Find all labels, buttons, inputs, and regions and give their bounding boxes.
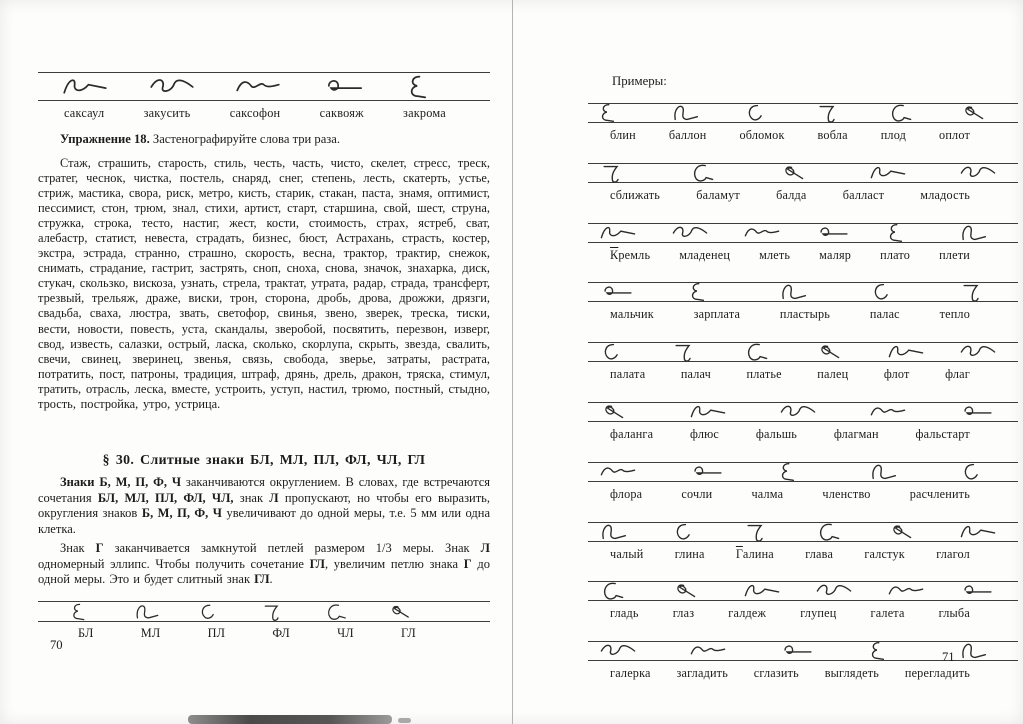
example-word: пластырь xyxy=(779,307,831,322)
scan-artifact xyxy=(188,715,392,724)
steno-glyph xyxy=(954,400,1002,424)
example-word: блин xyxy=(610,128,636,142)
steno-rule-band xyxy=(588,103,1018,123)
example-word: мальчик xyxy=(610,307,654,322)
example-word: младенец xyxy=(679,247,731,262)
example-word: глагол xyxy=(936,546,970,561)
steno-sign-label: ГЛ xyxy=(401,626,416,640)
text-run: . xyxy=(269,572,273,587)
steno-glyph xyxy=(684,161,732,185)
steno-word-label: саквояж xyxy=(319,106,364,120)
page-left xyxy=(0,0,511,724)
steno-glyph xyxy=(143,72,201,102)
capital-mark: Г xyxy=(735,546,743,561)
bold-run: Л xyxy=(480,541,490,555)
text-run: Знак xyxy=(60,541,96,555)
example-word: галстук xyxy=(864,546,905,561)
steno-word-label: саксаул xyxy=(64,106,105,120)
example-word: галета xyxy=(870,606,905,621)
example-words xyxy=(588,666,1018,681)
example-word: флагман xyxy=(833,426,879,441)
bold-run: БЛ, МЛ, ПЛ, ФЛ, ЧЛ, xyxy=(97,490,234,505)
example-word: расчленить xyxy=(909,486,970,501)
steno-glyph xyxy=(954,101,1002,125)
steno-glyph xyxy=(774,460,822,484)
example-words xyxy=(588,307,1018,322)
steno-glyph xyxy=(594,400,642,424)
steno-glyph xyxy=(684,280,732,304)
section-paragraph-2 xyxy=(38,541,490,588)
examples-list xyxy=(588,96,1018,694)
example-row xyxy=(588,522,1018,575)
steno-glyph xyxy=(229,72,287,102)
example-word: сглазить xyxy=(753,666,799,681)
steno-glyph xyxy=(738,221,786,245)
text-run: одномерный эллипс. Чтобы получить сочетание xyxy=(38,556,310,571)
steno-glyph xyxy=(384,601,424,623)
bold-run: Г xyxy=(95,541,104,555)
steno-sign-label: ЧЛ xyxy=(337,626,354,640)
steno-rule-band-top xyxy=(38,72,490,101)
steno-glyph xyxy=(954,639,1002,663)
text-run: пропускают, но чтобы его выразить, округления знаков xyxy=(38,490,490,521)
example-word: сочли xyxy=(681,486,713,501)
bold-run: Л xyxy=(269,490,279,505)
steno-glyph xyxy=(954,520,1002,544)
example-word: галерка xyxy=(610,666,651,681)
bold-run: Знаки Б, М, П, Ф, Ч xyxy=(60,475,182,489)
example-word: глупец xyxy=(800,606,837,621)
example-words xyxy=(588,188,1018,203)
bold-run: Б, М, П, Ф, Ч xyxy=(141,506,222,521)
steno-sign-label: ФЛ xyxy=(272,626,290,640)
exercise-label: Упражнение 18. xyxy=(60,132,150,146)
example-words xyxy=(588,606,1018,621)
example-word: палец xyxy=(817,367,849,382)
example-word: вобла xyxy=(817,128,848,142)
steno-glyph xyxy=(594,520,642,544)
steno-glyph xyxy=(774,280,822,304)
steno-glyph xyxy=(864,400,912,424)
steno-sign-label: МЛ xyxy=(140,626,161,640)
page-number-right: 71 xyxy=(942,650,955,664)
steno-glyph xyxy=(954,579,1002,603)
bold-run: ГЛ xyxy=(309,556,325,571)
steno-rule-band xyxy=(588,581,1018,601)
steno-glyph xyxy=(954,460,1002,484)
dictation-word-list: Стаж, страшить, старость, стиль, честь, часть, чисто, скелет, стресс, треск, стратег, чеснок, чистка, постель, снаряд, снег, степень, лесть, скатерть, устье, стриж, мастика, свора, риск, метро, кисть, старик, стакан, паста, знамя, оптимист, пессимист, стон, трюм, знал, стихи, артист, старт, старшина, свой, шест, струна, стружка, строка, тесто, настиг, жест, кости, стоимость, страх, ястреб, сват, алебастр, статист, невеста, страдать, бизнес, бюст, Астрахань, страсть, костер, экстра, эстрада, странно, страшно, скорость, весна, трактор, трактир, снежок, снимать, страдание, гастрит, застрять, сноп, сноха, снова, значок, знахарка, диск, стукач, скользко, вискоза, узнать, стрела, трактат, утрата, радар, страда, трансферт, трезвый, трельяж, драже, виски, трон, сторона, дробь, дрова, дрожжи, дрязги, свадьба, сваха, люстра, звать, светофор, свинья, звено, зверек, треска, тиски, вести, новости, повесть, уста, скандалы, зверобой, посвятить, перезвон, изверг, свод, известь, салазки, острый, ласка, сколько, скорлупа, скрыть, звезда, свалить, свечи, свинец, зверинец, звенья, связь, свобода, зверье, затраты, растрата, потратить, пост, патроны, традиция, штраф, дрянь, дрель, дракон, тряска, стимул, тратить, отрасль, леска, вместе, устроить, уступ, настил, трюмо, постный, стыдно, трость, постройка, утро, устрица. xyxy=(38,156,490,411)
example-words xyxy=(588,547,1018,562)
steno-glyph xyxy=(810,340,858,364)
example-word: глава xyxy=(805,546,834,561)
scan-artifact-dot xyxy=(398,718,411,723)
steno-glyph xyxy=(194,601,234,623)
example-row xyxy=(588,103,1018,156)
example-word: плод xyxy=(880,128,907,142)
steno-glyph xyxy=(954,280,1002,304)
steno-glyph xyxy=(594,280,642,304)
example-word: перегладить xyxy=(904,666,970,681)
example-word: флот xyxy=(883,367,910,382)
steno-glyph xyxy=(594,639,642,663)
page-number-left: 70 xyxy=(50,638,63,652)
steno-rule-band xyxy=(588,223,1018,243)
example-word: оплот xyxy=(939,128,970,142)
steno-rule-band xyxy=(588,462,1018,482)
steno-glyph xyxy=(594,340,642,364)
example-word: Кремль xyxy=(610,247,651,262)
steno-glyph xyxy=(258,601,298,623)
steno-glyph xyxy=(864,280,912,304)
example-word: гладь xyxy=(610,606,639,621)
steno-rule-band xyxy=(588,282,1018,302)
example-word: флюс xyxy=(690,426,720,441)
example-word: членство xyxy=(822,486,871,501)
steno-glyph xyxy=(666,579,714,603)
capital-mark: К xyxy=(610,247,619,262)
steno-glyph xyxy=(954,340,1002,364)
example-word: млеть xyxy=(759,247,791,262)
steno-glyph xyxy=(864,161,912,185)
example-row xyxy=(588,581,1018,634)
example-word: чалма xyxy=(751,486,784,501)
example-word: чалый xyxy=(610,546,644,561)
steno-glyph xyxy=(810,101,858,125)
example-word: Галина xyxy=(735,546,774,561)
steno-glyph xyxy=(594,460,642,484)
steno-glyph xyxy=(774,161,822,185)
steno-glyph xyxy=(882,340,930,364)
steno-word-label: закусить xyxy=(143,106,191,120)
steno-glyph xyxy=(738,101,786,125)
steno-glyph xyxy=(594,161,642,185)
steno-glyph xyxy=(774,639,822,663)
example-words xyxy=(588,367,1018,382)
steno-rule-band xyxy=(588,342,1018,362)
steno-glyph xyxy=(864,460,912,484)
steno-glyph xyxy=(594,221,642,245)
example-word: фальшь xyxy=(755,426,798,441)
steno-glyph xyxy=(954,221,1002,245)
example-word: обломок xyxy=(739,128,785,142)
steno-glyph xyxy=(56,72,114,102)
steno-glyph xyxy=(882,579,930,603)
steno-sign-label: БЛ xyxy=(78,626,94,640)
text-run: знак xyxy=(233,490,270,505)
steno-glyph xyxy=(316,72,374,102)
steno-sign-labels xyxy=(38,626,490,641)
section-heading: § 30. Слитные знаки БЛ, МЛ, ПЛ, ФЛ, ЧЛ, ГЛ xyxy=(102,452,426,467)
example-row xyxy=(588,462,1018,515)
steno-glyph xyxy=(810,520,858,544)
example-word: баламут xyxy=(696,187,740,202)
steno-glyph xyxy=(738,340,786,364)
example-word: балласт xyxy=(842,187,885,202)
example-word: младость xyxy=(920,187,970,202)
page-right xyxy=(512,0,1023,724)
example-word: глина xyxy=(674,546,705,561)
steno-words-top xyxy=(38,106,490,121)
exercise-text: Застенографируйте слова три раза. xyxy=(152,132,341,146)
example-word: загладить xyxy=(676,666,728,681)
example-row xyxy=(588,342,1018,395)
example-word: флаг xyxy=(945,367,970,382)
steno-glyph xyxy=(882,221,930,245)
example-row xyxy=(588,223,1018,276)
example-word: галдеж xyxy=(728,606,767,621)
steno-glyph xyxy=(774,400,822,424)
example-words xyxy=(588,128,1018,143)
example-word: баллон xyxy=(668,128,707,142)
example-row xyxy=(588,282,1018,335)
steno-glyph xyxy=(402,72,460,102)
steno-glyph xyxy=(666,221,714,245)
steno-word-label: саксофон xyxy=(229,106,281,120)
example-word: балда xyxy=(776,187,807,202)
steno-glyph xyxy=(684,639,732,663)
example-word: тепло xyxy=(939,307,970,322)
steno-glyph xyxy=(131,601,171,623)
example-word: сближать xyxy=(610,187,661,202)
steno-glyph xyxy=(954,161,1002,185)
example-word: палач xyxy=(680,367,711,382)
example-words xyxy=(588,487,1018,502)
example-words xyxy=(588,427,1018,442)
text-run: заканчиваются округлением. В словах, где встречаются сочетания xyxy=(38,475,491,505)
steno-glyph xyxy=(594,101,642,125)
example-word: флора xyxy=(610,486,643,501)
example-word: маляр xyxy=(819,247,852,262)
text-run: заканчивается замкнутой петлей размером 1/3 меры. Знак xyxy=(103,541,481,555)
steno-glyph xyxy=(666,520,714,544)
example-word: выглядеть xyxy=(824,666,880,681)
steno-glyph xyxy=(882,101,930,125)
steno-glyph xyxy=(666,101,714,125)
example-word: зарплата xyxy=(693,307,741,322)
steno-rule-band xyxy=(588,402,1018,422)
exercise-line xyxy=(38,132,490,147)
steno-glyph xyxy=(594,579,642,603)
example-row xyxy=(588,402,1018,455)
bold-run: ГЛ xyxy=(254,572,270,587)
steno-glyph xyxy=(666,340,714,364)
steno-sign-label: ПЛ xyxy=(207,626,226,640)
steno-glyph xyxy=(684,400,732,424)
example-row xyxy=(588,163,1018,216)
steno-word-label: закрома xyxy=(403,106,446,120)
example-word: платье xyxy=(746,367,782,382)
steno-glyph xyxy=(321,601,361,623)
example-word: палас xyxy=(869,307,900,322)
steno-glyph xyxy=(810,579,858,603)
text-run: увеличивают до одной меры, т.е. 5 мм или одна клетка. xyxy=(38,506,490,536)
steno-glyph xyxy=(882,520,930,544)
example-word: плети xyxy=(939,247,970,262)
example-word: плато xyxy=(880,247,911,262)
steno-glyph xyxy=(864,639,912,663)
examples-heading: Примеры: xyxy=(612,74,667,88)
steno-glyph xyxy=(68,601,108,623)
example-word: глыба xyxy=(938,606,970,621)
text-run: до одной меры. Это и будет слитный знак xyxy=(38,556,490,587)
example-words xyxy=(588,248,1018,263)
example-word: фаланга xyxy=(610,426,654,441)
steno-rule-band xyxy=(588,522,1018,542)
steno-glyph xyxy=(810,221,858,245)
section-paragraph-1 xyxy=(38,475,490,537)
example-word: фальстарт xyxy=(915,426,970,441)
example-word: глаз xyxy=(672,606,695,621)
steno-rule-band-bottom xyxy=(38,601,490,622)
steno-rule-band xyxy=(588,163,1018,183)
text-run: , увеличим петлю знака xyxy=(325,556,464,571)
steno-glyph xyxy=(738,520,786,544)
steno-glyph xyxy=(684,460,732,484)
steno-glyph xyxy=(738,579,786,603)
example-word: палата xyxy=(610,367,646,382)
bold-run: Г xyxy=(463,556,472,571)
